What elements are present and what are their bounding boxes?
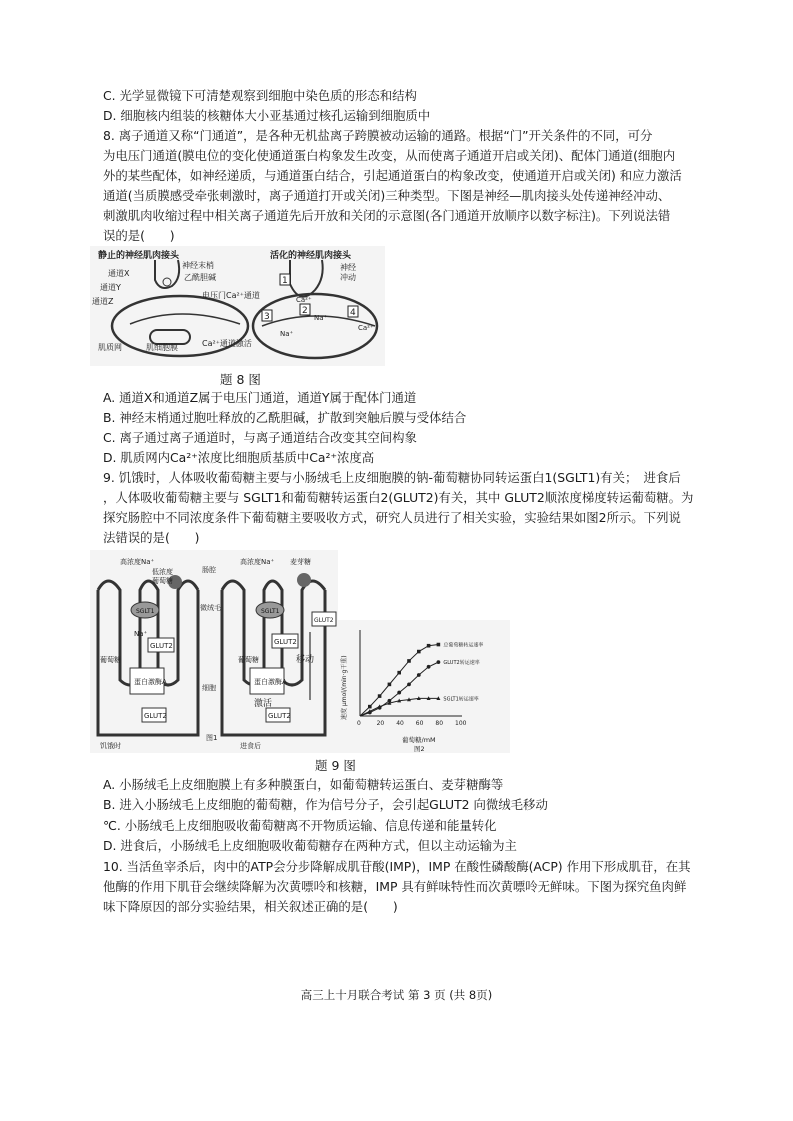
chart-point xyxy=(388,683,392,687)
question-9-stem: 9. 饥饿时，人体吸收葡萄糖主要与小肠绒毛上皮细胞膜的钠-葡萄糖协同转运蛋白1(SGLT1)有关； 进食后 xyxy=(103,470,681,485)
fig9-label: 低浓度 xyxy=(152,568,173,576)
fig9-label: 激活 xyxy=(254,699,273,709)
chart-point xyxy=(417,673,421,677)
question-8-stem: 外的某些配体，如神经递质，与通道蛋白结合，引起通道蛋白的构象改变，使通道开启或关闭) 和应力激活 xyxy=(103,168,682,183)
chart-point xyxy=(417,650,421,654)
fig9-label: 移动 xyxy=(296,655,315,665)
q9-option-b: B. 进入小肠绒毛上皮细胞的葡萄糖，作为信号分子，会引起GLUT2 向微绒毛移动 xyxy=(103,797,548,812)
q8-option-c: C. 离子通过离子通道时，与离子通道结合改变其空间构象 xyxy=(103,430,417,445)
option-d-q7: D. 细胞核内组装的核糖体大小亚基通过核孔运输到细胞质中 xyxy=(103,108,431,123)
fig8-label: 肌质网 xyxy=(98,343,122,352)
question-10-stem: 味下降原因的部分实验结果，相关叙述正确的是( ) xyxy=(103,899,398,914)
fig8-label: 通道Y xyxy=(100,283,121,292)
fig9-label: 蛋白激酶A xyxy=(134,678,167,686)
fig9-label: 饥饿时 xyxy=(100,742,121,750)
chart-legend-label: SGLT1转运速率 xyxy=(443,696,479,703)
fig8-label: 肌细胞膜 xyxy=(146,343,178,352)
fig9-label: 肠腔 xyxy=(202,566,216,574)
fig8-left-title: 静止的神经肌肉接头 xyxy=(98,251,180,261)
chart-x-tick-label: 0 xyxy=(357,720,361,727)
fig9-label: SGLT1 xyxy=(261,608,280,615)
fig9-label: GLUT2 xyxy=(150,642,173,650)
fig8-gate-number: 1 xyxy=(282,276,288,286)
chart-point xyxy=(368,705,372,709)
fig9-label: 进食后 xyxy=(240,742,261,750)
fig8-label: 通道Z xyxy=(92,297,114,306)
chart-point xyxy=(437,660,441,664)
chart-x-tick-label: 80 xyxy=(435,720,444,727)
chart-y-axis-label: 速度 μmol/(min·g干重) xyxy=(341,655,348,720)
chart-point xyxy=(397,691,401,695)
chart-point xyxy=(427,665,431,669)
fig8-label: Ca²⁺ xyxy=(358,324,374,332)
question-8-stem: 误的是( ) xyxy=(103,228,175,243)
fig9-label: 葡萄糖 xyxy=(152,577,173,585)
fig9-label: SGLT1 xyxy=(136,608,155,615)
chart-figure-label: 图2 xyxy=(414,745,425,753)
fig8-label: Ca²⁺ xyxy=(296,296,312,304)
chart-series-line xyxy=(360,645,438,716)
chart-point xyxy=(437,643,441,647)
chart-x-tick-label: 60 xyxy=(415,720,424,727)
question-8-stem: 刺激肌肉收缩过程中相关离子通道先后开放和关闭的示意图(各门通道开放顺序以数字标注)。下列说法错 xyxy=(103,208,671,223)
fig9-label: Na⁺ xyxy=(134,630,148,638)
chart-point xyxy=(407,659,411,663)
chart-x-tick-label: 100 xyxy=(455,720,467,727)
question-9-stem: 探究肠腔中不同浓度条件下葡萄糖主要吸收方式，研究人员进行了相关实验，实验结果如图2所示。下列说 xyxy=(103,510,681,525)
fig8-label: Ca²⁺通道激活 xyxy=(202,339,252,348)
fig9-label: 微绒毛 xyxy=(200,604,221,612)
fig8-label: 电压门Ca²⁺通道 xyxy=(202,291,260,300)
chart-legend-label: 总葡萄糖转运速率 xyxy=(443,642,484,649)
fig9-label: GLUT2 xyxy=(144,712,167,720)
chart-point xyxy=(397,671,401,675)
fig9-label: 麦芽糖 xyxy=(290,558,311,566)
chart-point xyxy=(407,682,411,686)
fig8-label: 神经 xyxy=(340,263,356,272)
figure-9-chart xyxy=(338,620,510,753)
q9-option-a: A. 小肠绒毛上皮细胞膜上有多种膜蛋白，如葡萄糖转运蛋白、麦芽糖酶等 xyxy=(103,777,504,792)
fig8-right-title: 活化的神经肌肉接头 xyxy=(270,251,352,261)
fig9-label: GLUT2 xyxy=(274,638,297,646)
figure-8-caption: 题 8 图 xyxy=(220,372,261,387)
fig9-label: 蛋白激酶A xyxy=(254,678,287,686)
q8-option-a: A. 通道X和通道Z属于电压门通道，通道Y属于配体门通道 xyxy=(103,390,417,405)
chart-x-tick-label: 40 xyxy=(396,720,404,727)
fig9-label: 葡萄糖 xyxy=(100,656,121,664)
question-9-stem: ，人体吸收葡萄糖主要与 SGLT1和葡萄糖转运蛋白2(GLUT2)有关，其中 GLUT2顺浓度梯度转运葡萄糖。为 xyxy=(103,490,694,505)
chart-x-axis-label: 葡萄糖/mM xyxy=(402,736,436,744)
fig9-label: 高浓度Na⁺ xyxy=(120,558,155,566)
fig9-fig1-label: 图1 xyxy=(206,734,218,742)
question-10-stem: 他酶的作用下肌苷会继续降解为次黄嘌呤和核糖，IMP 具有鲜味特性而次黄嘌呤无鲜味。下图为探究鱼肉鲜 xyxy=(103,879,687,894)
figure-8-diagram xyxy=(90,246,385,366)
transport-rate-chart xyxy=(338,620,510,753)
q8-option-d: D. 肌质网内Ca²⁺浓度比细胞质基质中Ca²⁺浓度高 xyxy=(103,450,375,465)
question-10-stem: 10. 当活鱼宰杀后，肉中的ATP会分步降解成肌苷酸(IMP)，IMP 在酸性磷酸酶(ACP) 作用下形成肌苷，在其 xyxy=(103,859,691,874)
fig8-label: Na⁺ xyxy=(314,314,328,322)
figure-9-cell-diagram xyxy=(90,550,338,753)
chart-point xyxy=(427,644,431,648)
fig9-label: 高浓度Na⁺ xyxy=(240,558,275,566)
fig8-gate-number: 2 xyxy=(302,306,308,316)
fig9-label: GLUT2 xyxy=(268,712,291,720)
fig9-label: 葡萄糖 xyxy=(238,656,259,664)
question-8-stem: 8. 离子通道又称“门通道”，是各种无机盐离子跨膜被动运输的通路。根据“门”开关条件的不同，可分 xyxy=(103,128,653,143)
fig8-label: 冲动 xyxy=(340,273,356,282)
chart-series-line xyxy=(360,662,438,716)
chart-point xyxy=(378,694,382,698)
fig9-label: GLUT2 xyxy=(314,617,334,624)
question-8-stem: 通道(当质膜感受牵张刺激时，离子通道打开或关闭)三种类型。下图是神经—肌肉接头处传递神经冲动、 xyxy=(103,188,671,203)
q9-option-d: D. 进食后，小肠绒毛上皮细胞吸收葡萄糖存在两种方式，但以主动运输为主 xyxy=(103,838,517,853)
fig8-label: 通道X xyxy=(108,269,130,278)
fig8-label: Na⁺ xyxy=(280,330,294,338)
q9-option-c: ℃. 小肠绒毛上皮细胞吸收葡萄糖离不开物质运输、信息传递和能量转化 xyxy=(103,818,497,833)
fig8-gate-number: 4 xyxy=(350,308,356,318)
page-footer: 高三上十月联合考试 第 3 页 (共 8页) xyxy=(300,988,493,1002)
question-8-stem: 为电压门通道(膜电位的变化使通道蛋白构象发生改变，从而使离子通道开启或关闭)、配体门通道(细胞内 xyxy=(103,148,676,163)
question-9-stem: 法错误的是( ) xyxy=(103,530,200,545)
fig8-label: 神经末梢 xyxy=(182,261,214,270)
q8-option-b: B. 神经末梢通过胞吐释放的乙酰胆碱，扩散到突触后膜与受体结合 xyxy=(103,410,467,425)
fig9-label: 细胞 xyxy=(202,684,216,692)
fig8-gate-number: 3 xyxy=(264,312,270,322)
chart-legend-label: GLUT2转运速率 xyxy=(443,660,480,667)
fig8-label: 乙酰胆碱 xyxy=(184,273,216,282)
figure-9-caption: 题 9 图 xyxy=(315,758,356,773)
option-c-q7: C. 光学显微镜下可清楚观察到细胞中染色质的形态和结构 xyxy=(103,88,417,103)
chart-x-tick-label: 20 xyxy=(376,720,385,727)
